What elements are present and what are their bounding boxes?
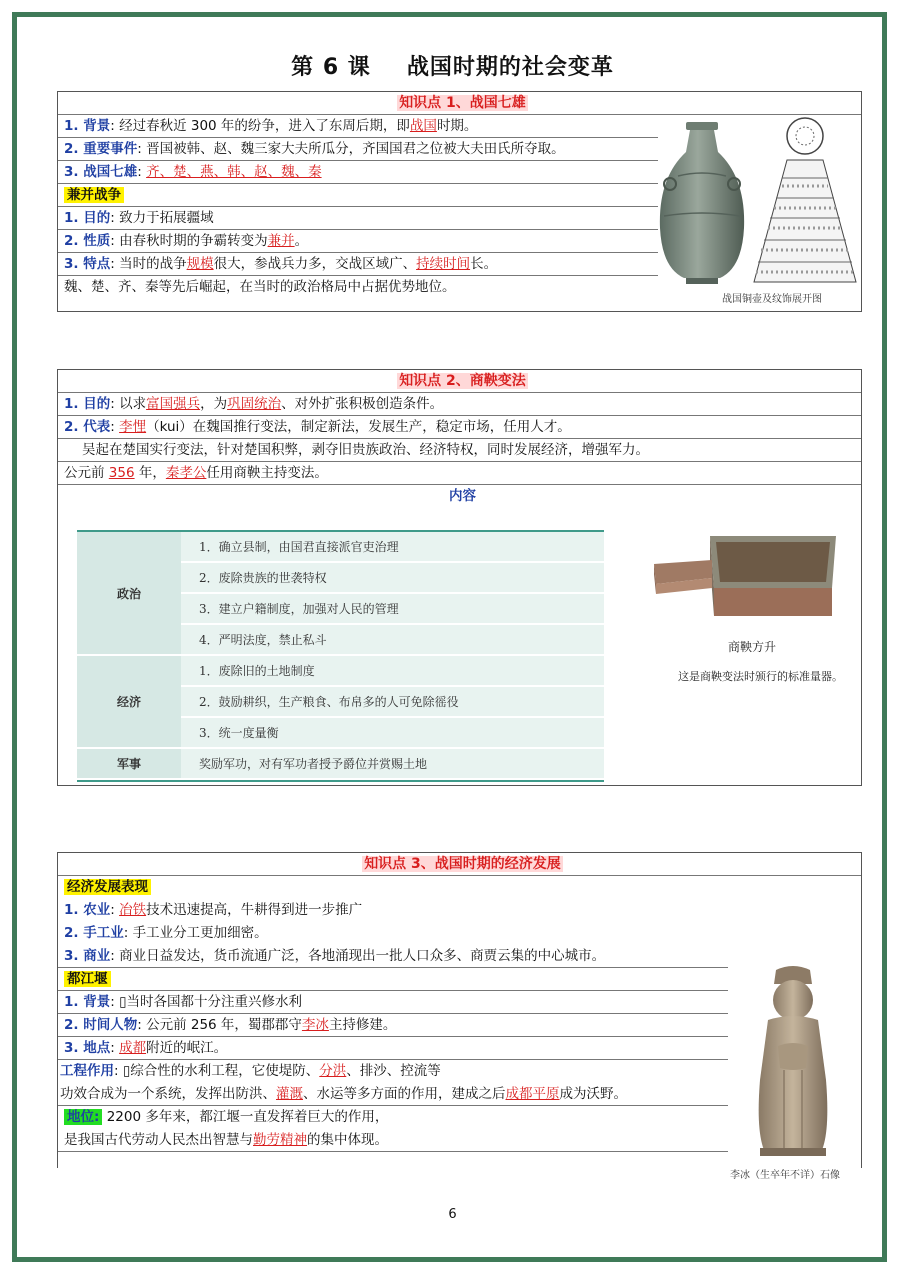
- measure-title: 商鞅方升: [728, 640, 777, 654]
- category-politics: 政治: [77, 532, 181, 655]
- table-row: 政治 1．确立县制，由国君直接派官吏治理: [77, 532, 604, 562]
- row-representatives: 2. 代表: 李悝（kui）在魏国推行变法，制定新法，发展生产，稳定市场，任用人才。: [58, 416, 861, 439]
- row-function-cont: 功效合成为一个系统，发挥出防洪、灌溉、水运等多方面的作用，建成之后成都平原成为沃野。: [58, 1083, 728, 1106]
- sub-heading: 兼并战争: [58, 184, 658, 207]
- table-row: 2．废除贵族的世袭特权: [77, 562, 604, 593]
- row-purpose: 1. 目的: 致力于拓展疆域: [58, 207, 658, 230]
- sub-heading: 经济发展表现: [58, 876, 861, 899]
- row-background: 1. 背景: 经过春秋近 300 年的纷争，进入了东周后期，即战国时期。: [58, 115, 658, 138]
- table-row: 军事 奖励军功，对有军功者授予爵位并赏赐土地: [77, 748, 604, 779]
- table-row: 经济 1．废除旧的土地制度: [77, 655, 604, 686]
- content-label: 内容: [449, 488, 476, 504]
- row-rise: 魏、楚、齐、秦等先后崛起，在当时的政治格局中占据优势地位。: [64, 279, 456, 295]
- pattern-drawing-image: [752, 114, 858, 286]
- shang-yang-measure-image: [650, 530, 840, 622]
- table-row: 3．建立户籍制度，加强对人民的管理: [77, 593, 604, 624]
- bronze-pot-image: [656, 118, 748, 286]
- category-military: 军事: [77, 748, 181, 779]
- measure-caption: 这是商鞅变法时颁行的标准量器。: [678, 670, 843, 683]
- row-handicraft: 2. 手工业: 手工业分工更加细密。: [64, 925, 268, 941]
- row-nature: 2. 性质: 由春秋时期的争霸转变为兼并。: [58, 230, 658, 253]
- row-purpose: 1. 目的: 以求富国强兵，为巩固统治、对外扩张积极创造条件。: [58, 393, 861, 416]
- row-location: 3. 地点: 成都附近的岷江。: [58, 1037, 728, 1060]
- row-commerce: 3. 商业: 商业日益发达，货币流通广泛，各地涌现出一批人口众多、商贾云集的中心城市。: [58, 945, 728, 968]
- row-agriculture: 1. 农业: 冶铁技术迅速提高，牛耕得到进一步推广: [64, 902, 363, 918]
- table-row: 3．统一度量衡: [77, 717, 604, 748]
- row-status: 地位: 2200 多年来，都江堰一直发挥着巨大的作用，: [58, 1106, 728, 1129]
- page-title: 第 6 课 战国时期的社会变革: [291, 55, 614, 80]
- table-row: 2．鼓励耕织，生产粮食、布帛多的人可免除徭役: [77, 686, 604, 717]
- row-qin-xiao: 公元前 356 年，秦孝公任用商鞅主持变法。: [58, 462, 861, 485]
- pot-caption: 战国铜壶及纹饰展开图: [722, 294, 822, 305]
- section-header: 知识点 3、战国时期的经济发展: [58, 853, 861, 876]
- row-events: 2. 重要事件: 晋国被韩、赵、魏三家大夫所瓜分，齐国国君之位被大夫田氏所夺取。: [58, 138, 658, 161]
- page-number: 6: [448, 1207, 457, 1222]
- row-wu-qi: 吴起在楚国实行变法，针对楚国积弊，剥夺旧贵族政治、经济特权，同时发展经济，增强军力。: [58, 439, 861, 462]
- section-header: 知识点 2、商鞅变法: [58, 370, 861, 393]
- row-function: 工程作用: ▯综合性的水利工程，它使堤防、分洪、排沙、控流等: [60, 1063, 441, 1079]
- row-seven-states: 3. 战国七雄: 齐、楚、燕、韩、赵、魏、秦: [58, 161, 658, 184]
- row-features: 3. 特点: 当时的战争规模很大，参战兵力多，交战区域广、持续时间长。: [58, 253, 658, 276]
- row-dujiangyan-background: 1. 背景: ▯当时各国都十分注重兴修水利: [58, 991, 728, 1014]
- section-header: 知识点 1、战国七雄: [58, 92, 861, 115]
- category-economy: 经济: [77, 655, 181, 748]
- row-status-cont: 是我国古代劳动人民杰出智慧与勤劳精神的集中体现。: [58, 1129, 728, 1152]
- li-bing-statue-image: [738, 960, 848, 1160]
- statue-caption: 李冰（生卒年不详）石像: [730, 1170, 840, 1181]
- row-time-person: 2. 时间人物: 公元前 256 年，蜀郡郡守李冰主持修建。: [58, 1014, 728, 1037]
- table-row: 4．严明法度，禁止私斗: [77, 624, 604, 655]
- sub-heading: 都江堰: [58, 968, 728, 991]
- reform-content-table: [77, 530, 604, 782]
